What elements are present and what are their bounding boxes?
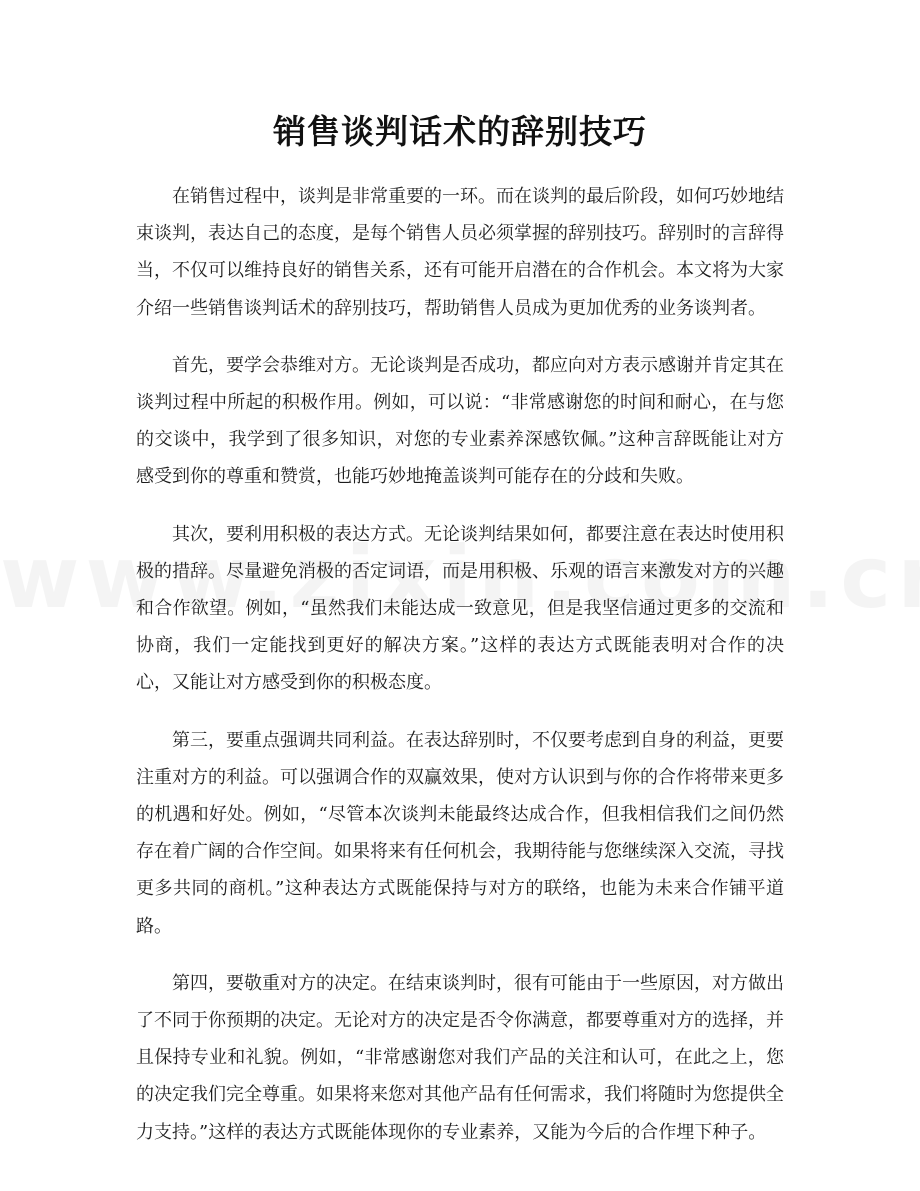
document-body [136, 178, 784, 1171]
page-title: 销售谈判话术的辞别技巧 [273, 112, 647, 151]
paragraph-intro: 在销售过程中，谈判是非常重要的一环。而在谈判的最后阶段，如何巧妙地结束谈判，表达自己的态度，是每个销售人员必须掌握的辞别技巧。辞别时的言辞得当，不仅可以维持良好的销售关系，还有可能开启潜在的合作机会。本文将为大家介绍一些销售谈判话术的辞别技巧，帮助销售人员成为更加优秀的业务谈判者。 [136, 186, 784, 319]
paragraph-second: 其次，要利用积极的表达方式。无论谈判结果如何，都要注意在表达时使用积极的措辞。尽量避免消极的否定词语，而是用积极、乐观的语言来激发对方的兴趣和合作欲望。例如，“虽然我们未能达成一致意见，但是我坚信通过更多的交流和协商，我们一定能找到更好的解决方案。”这样的表达方式既能表明对合作的决心，又能让对方感受到你的积极态度。 [136, 523, 784, 694]
paragraph-first: 首先，要学会恭维对方。无论谈判是否成功，都应向对方表示感谢并肯定其在谈判过程中所起的积极作用。例如，可以说：“非常感谢您的时间和耐心，在与您的交谈中，我学到了很多知识，对您的专业素养深感钦佩。”这种言辞既能让对方感受到你的尊重和赞赏，也能巧妙地掩盖谈判可能存在的分歧和失败。 [136, 354, 784, 488]
paragraph-third: 第三，要重点强调共同利益。在表达辞别时，不仅要考虑到自身的利益，更要注重对方的利益。可以强调合作的双赢效果，使对方认识到与你的合作将带来更多的机遇和好处。例如，“尽管本次谈判未能最终达成合作，但我相信我们之间仍然存在着广阔的合作空间。如果将来有任何机会，我期待能与您继续深入交流，寻找更多共同的商机。”这种表达方式既能保持与对方的联络，也能为未来合作铺平道路。 [136, 729, 784, 937]
paragraph-fourth: 第四，要敬重对方的决定。在结束谈判时，很有可能由于一些原因，对方做出了不同于你预期的决定。无论对方的决定是否令你满意，都要尊重对方的选择，并且保持专业和礼貌。例如，“非常感谢您对我们产品的关注和认可，在此之上，您的决定我们完全尊重。如果将来您对其他产品有任何需求，我们将随时为您提供全力支持。”这样的表达方式既能体现你的专业素养，又能为今后的合作埋下种子。 [136, 972, 784, 1143]
